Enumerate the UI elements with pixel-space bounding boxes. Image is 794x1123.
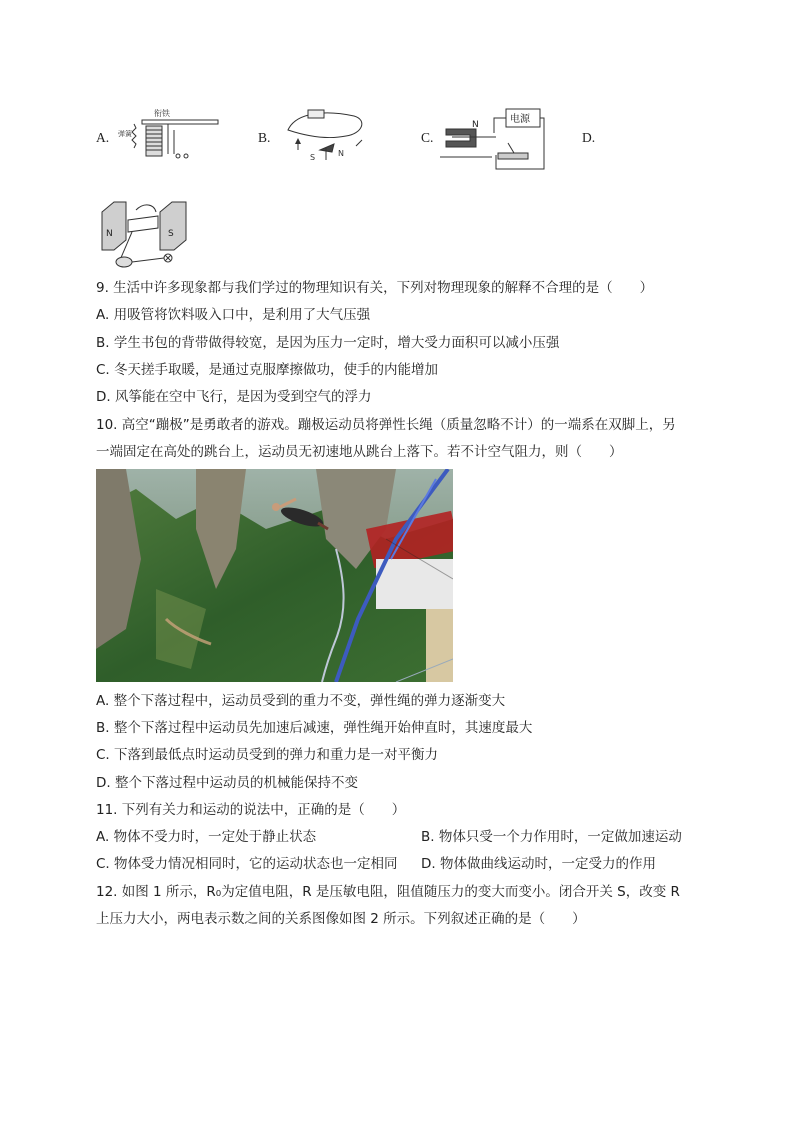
- question-10-stem-line1: 10. 高空“蹦极”是勇敢者的游戏。蹦极运动员将弹性长绳（质量忽略不计）的一端系在双脚上，另: [96, 417, 676, 433]
- question-10-stem-line2: 一端固定在高处的跳台上，运动员无初速地从跳台上落下。若不计空气阻力，则（ ）: [96, 444, 623, 460]
- option-a-label: A.: [96, 130, 110, 145]
- question-10-option-c: C. 下落到最低点时运动员受到的弹力和重力是一对平衡力: [96, 747, 439, 763]
- question-10-option-b: B. 整个下落过程中运动员先加速后减速，弹性绳开始伸直时，其速度最大: [96, 720, 533, 736]
- oersted-diagram: [276, 106, 376, 168]
- motor-diagram: [436, 103, 546, 175]
- question-9-option-a: A. 用吸管将饮料吸入口中，是利用了大气压强: [96, 307, 371, 323]
- armature-label: 衔铁: [154, 109, 170, 118]
- n-pole-label: N: [106, 229, 113, 239]
- question-11-stem: 11. 下列有关力和运动的说法中，正确的是（ ）: [96, 802, 406, 818]
- question-10-option-d: D. 整个下落过程中运动员的机械能保持不变: [96, 775, 358, 791]
- question-11-option-b: B. 物体只受一个力作用时，一定做加速运动: [421, 829, 682, 845]
- option-b-label: B.: [258, 130, 271, 145]
- question-9-option-d: D. 风筝能在空中飞行，是因为受到空气的浮力: [96, 389, 372, 405]
- relay-diagram: [112, 106, 220, 166]
- question-12-stem-line2: 上压力大小，两电表示数之间的关系图像如图 2 所示。下列叙述正确的是（ ）: [96, 911, 586, 927]
- generator-diagram: [96, 196, 196, 276]
- s-pole-label: S: [310, 153, 316, 162]
- n-pole-label: N: [472, 120, 479, 130]
- question-11-option-a: A. 物体不受力时，一定处于静止状态: [96, 829, 317, 845]
- option-c-label: C.: [421, 130, 434, 145]
- question-9-option-c: C. 冬天搓手取暖，是通过克服摩擦做功，使手的内能增加: [96, 362, 439, 378]
- s-pole-label: S: [168, 229, 174, 239]
- n-pole-label: N: [338, 149, 344, 158]
- spring-label: 弹簧: [118, 130, 132, 138]
- question-11-option-c: C. 物体受力情况相同时，它的运动状态也一定相同: [96, 856, 398, 872]
- option-d-label: D.: [582, 130, 596, 145]
- bungee-photo: [96, 469, 453, 682]
- question-12-stem-line1: 12. 如图 1 所示，R₀为定值电阻，R 是压敏电阻，阻值随压力的变大而变小。闭合开关 S，改变 R: [96, 884, 680, 900]
- question-9-option-b: B. 学生书包的背带做得较宽，是因为压力一定时，增大受力面积可以减小压强: [96, 335, 560, 351]
- question-11-option-d: D. 物体做曲线运动时，一定受力的作用: [421, 856, 656, 872]
- power-label: 电源: [510, 114, 530, 125]
- question-10-option-a: A. 整个下落过程中，运动员受到的重力不变，弹性绳的弹力逐渐变大: [96, 693, 506, 709]
- question-9-stem: 9. 生活中许多现象都与我们学过的物理知识有关，下列对物理现象的解释不合理的是（ ）: [96, 280, 654, 296]
